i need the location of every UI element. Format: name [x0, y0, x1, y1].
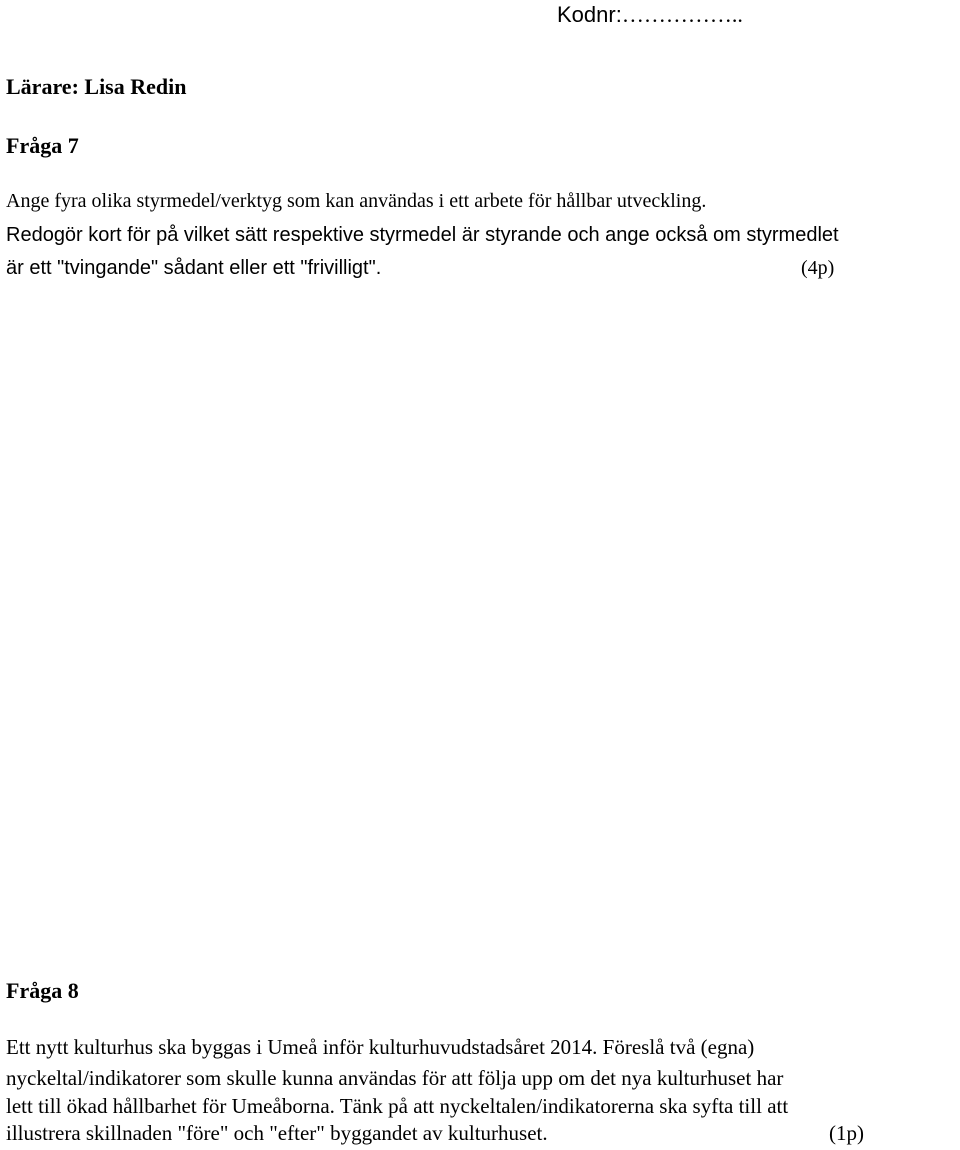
question-8-line: illustrera skillnaden "före" och "efter" byggandet av kulturhuset.	[6, 1121, 548, 1145]
question-8-points: (1p)	[829, 1121, 864, 1145]
question-8-line: nyckeltal/indikatorer som skulle kunna användas för att följa upp om det nya kulturhuset har	[6, 1066, 784, 1090]
question-7-line: Redogör kort för på vilket sätt respektive styrmedel är styrande och ange också om styrmedlet	[6, 224, 839, 246]
question-7-title: Fråga 7	[6, 133, 79, 158]
code-value: ……………..	[621, 2, 743, 27]
teacher-name: Lärare: Lisa Redin	[6, 74, 187, 99]
question-7-points: (4p)	[801, 257, 835, 279]
question-8-line: lett till ökad hållbarhet för Umeåborna. Tänk på att nyckeltalen/indikatorerna ska syfta till att	[6, 1094, 789, 1118]
question-8-title: Fråga 8	[6, 978, 79, 1003]
code-label: Kodnr:	[557, 2, 622, 27]
question-7-line: är ett "tvingande" sådant eller ett "frivilligt".	[6, 257, 382, 279]
code-number	[557, 2, 743, 28]
question-8-line: Ett nytt kulturhus ska byggas i Umeå inför kulturhuvudstadsåret 2014. Föreslå två (egna)	[6, 1035, 755, 1059]
question-7-line: Ange fyra olika styrmedel/verktyg som kan användas i ett arbete för hållbar utveckling.	[6, 190, 707, 212]
